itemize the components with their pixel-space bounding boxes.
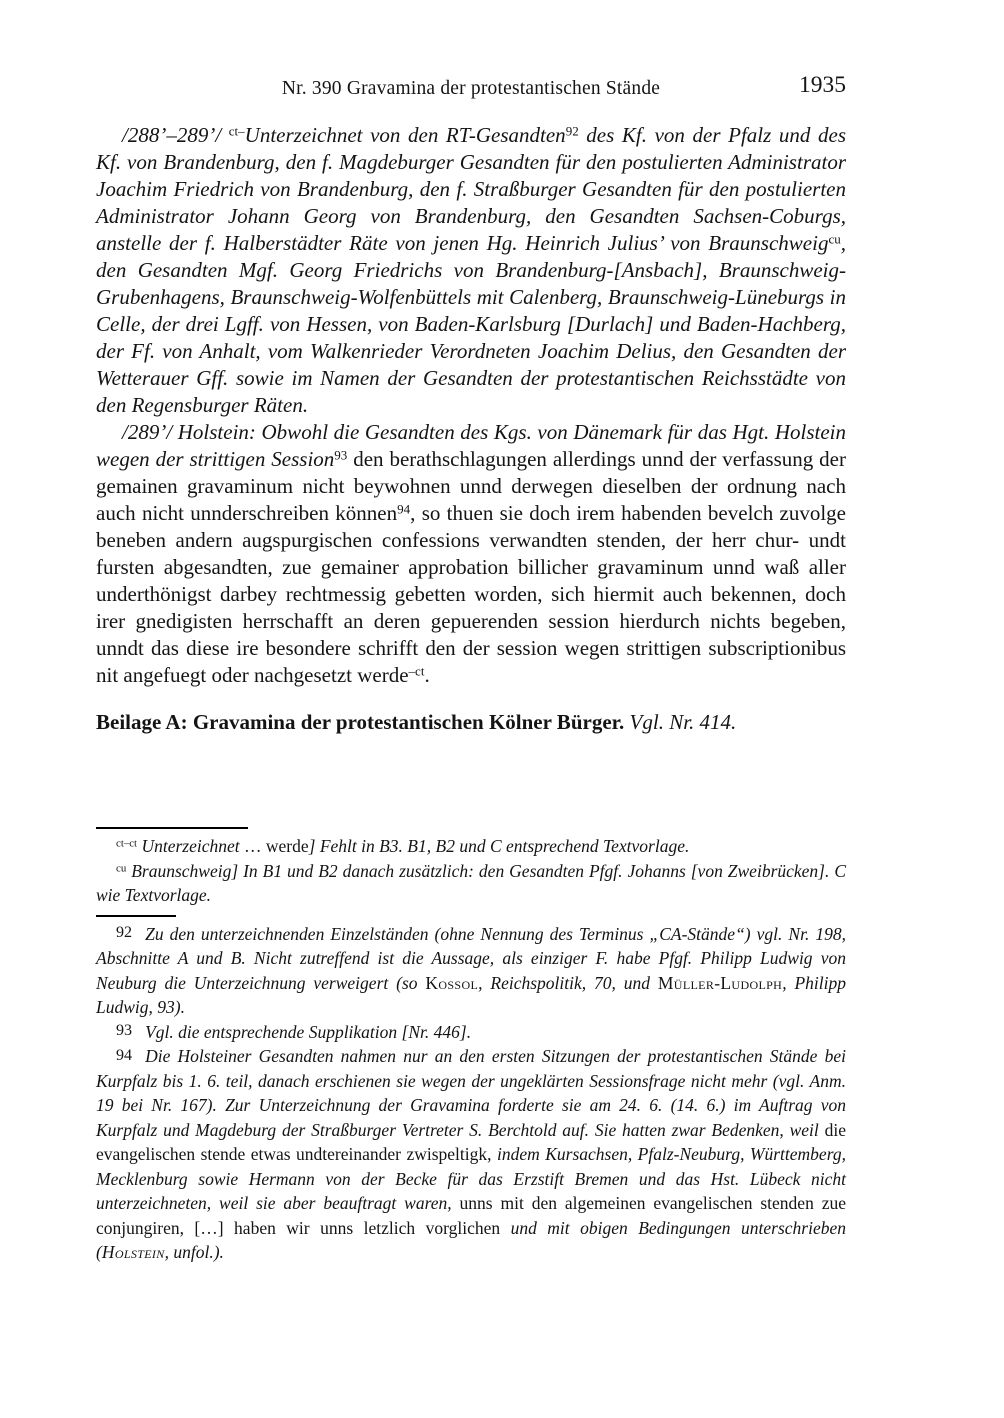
apparatus-entry-cu: $^{cu}$ Braunschweig] In B1 und B2 danach zusätzlich: den Gesandten Pfgf. Johanns [von Zweibrücken]. C wie Textvorlage.	[96, 860, 846, 905]
main-text	[96, 122, 846, 736]
apparatus-entry-ct-ct: $^{ct-ct}$ Unterzeichnet … werde] Fehlt in B3. B1, B2 und C entsprechend Textvorlage.	[116, 836, 690, 856]
running-header	[96, 72, 846, 104]
text-block	[96, 72, 846, 1265]
footnote-92: 92 Zu den unterzeichnenden Einzelständen (ohne Nennung des Terminus „CA-Stände“) vgl. Nr. 198, Abschnitte A und B. Nicht zutreffend ist die Aussage, als einziger F. habe Pfgf. Philipp Ludwig von Neuburg die Unterzeichnung verweigert (so Kossol, Reichspolitik, 70, und Müller-Ludolph, Philipp Ludwig, 93).	[96, 923, 846, 1017]
paragraph-signatories: /288’–289’/ $^{ct-}$Unterzeichnet von den RT-Gesandten$^{92}$ des Kf. von der Pfalz und des Kf. von Brandenburg, den f. Magdeburger Gesandten für den postulierten Administrator Joachim Friedrich von Brandenburg, den f. Straßburger Gesandten für den postulierten Administrator Johann Georg von Brandenburg, den Gesandten Sachsen-Coburgs, anstelle der f. Halberstädter Räte von jenen Hg. Heinrich Julius’ von Braunschweig$^{cu}$, den Gesandten Mgf. Georg Friedrichs von Brandenburg-[Ansbach], Braunschweig-Grubenhagens, Braunschweig-Wolfenbüttels mit Calenberg, Braunschweig-Lüneburgs in Celle, der drei Lgff. von Hessen, von Baden-Karlsburg [Durlach] und Baden-Hachberg, der Ff. von Anhalt, vom Walkenrieder Verordneten Joachim Delius, den Gesandten der Wetterauer Gff. sowie im Namen der Gesandten der protestantischen Reichsstädte von den Regensburger Räten.	[96, 123, 846, 417]
paragraph-holstein: /289’/ Holstein: Obwohl die Gesandten des Kgs. von Dänemark für das Hgt. Holstein wegen der strittigen Session$^{93}$ den berathschlagungen allerdings unnd der verfassung der gemainen gravaminum nicht beywohnen unnd derwegen dieselben der ordnung nach auch nicht unnderschreiben können$^{94}$, so thuen sie doch irem habenden bevelch zuvolge beneben andern augspurgischen confessions verwandten stenden, der herr chur- undt fursten abgesandten, zue gemainer approbation billicher gravaminum unnd waß aller underthönigst darbey rechtmessig gebetten worden, sich hiermit auch bekennen, doch irer gnedigisten herrschafft an deren gepuerenden session hierdurch nichts begeben, unndt das diese ire besondere schrifft den der session wegen strittigen subscriptionibus nit angefuegt oder nachgesetzt werde$^{-ct}$.	[96, 420, 846, 687]
running-header-title: Nr. 390 Gravamina der protestantischen Stände	[281, 78, 661, 99]
footnote-area	[96, 827, 846, 1265]
footnote-93: 93 Vgl. die entsprechende Supplikation [Nr. 446].	[116, 1021, 472, 1042]
beilage-heading: Beilage A: Gravamina der protestantischen Kölner Bürger. Vgl. Nr. 414.	[96, 710, 737, 734]
footnote-separator-rule	[96, 915, 176, 917]
footnote-94: 94 Die Holsteiner Gesandten nahmen nur an den ersten Sitzungen der protestantischen Stände bei Kurpfalz bis 1. 6. teil, danach erschienen sie wegen der ungeklärten Sessionsfrage nicht mehr (vgl. Anm. 19 bei Nr. 167). Zur Unterzeichnung der Gravamina forderte sie am 24. 6. (14. 6.) im Auftrag von Kurpfalz und Magdeburg der Straßburger Vertreter S. Berchtold auf. Sie hatten zwar Bedenken, weil die evangelischen stende etwas undtereinander zwispeltigk, indem Kursachsen, Pfalz-Neuburg, Württemberg, Mecklenburg sowie Hermann von der Becke für das Erzstift Bremen und das Hst. Lübeck nicht unterzeichneten, weil sie aber beauftragt waren, unns mit den algemeinen evangelischen stenden zue conjungiren, […] haben wir unns letzlich vorglichen und mit obigen Bedingungen unterschrieben (Holstein, unfol.).	[96, 1046, 846, 1262]
apparatus-separator-rule	[96, 827, 248, 829]
page-number: 1935	[799, 72, 846, 98]
